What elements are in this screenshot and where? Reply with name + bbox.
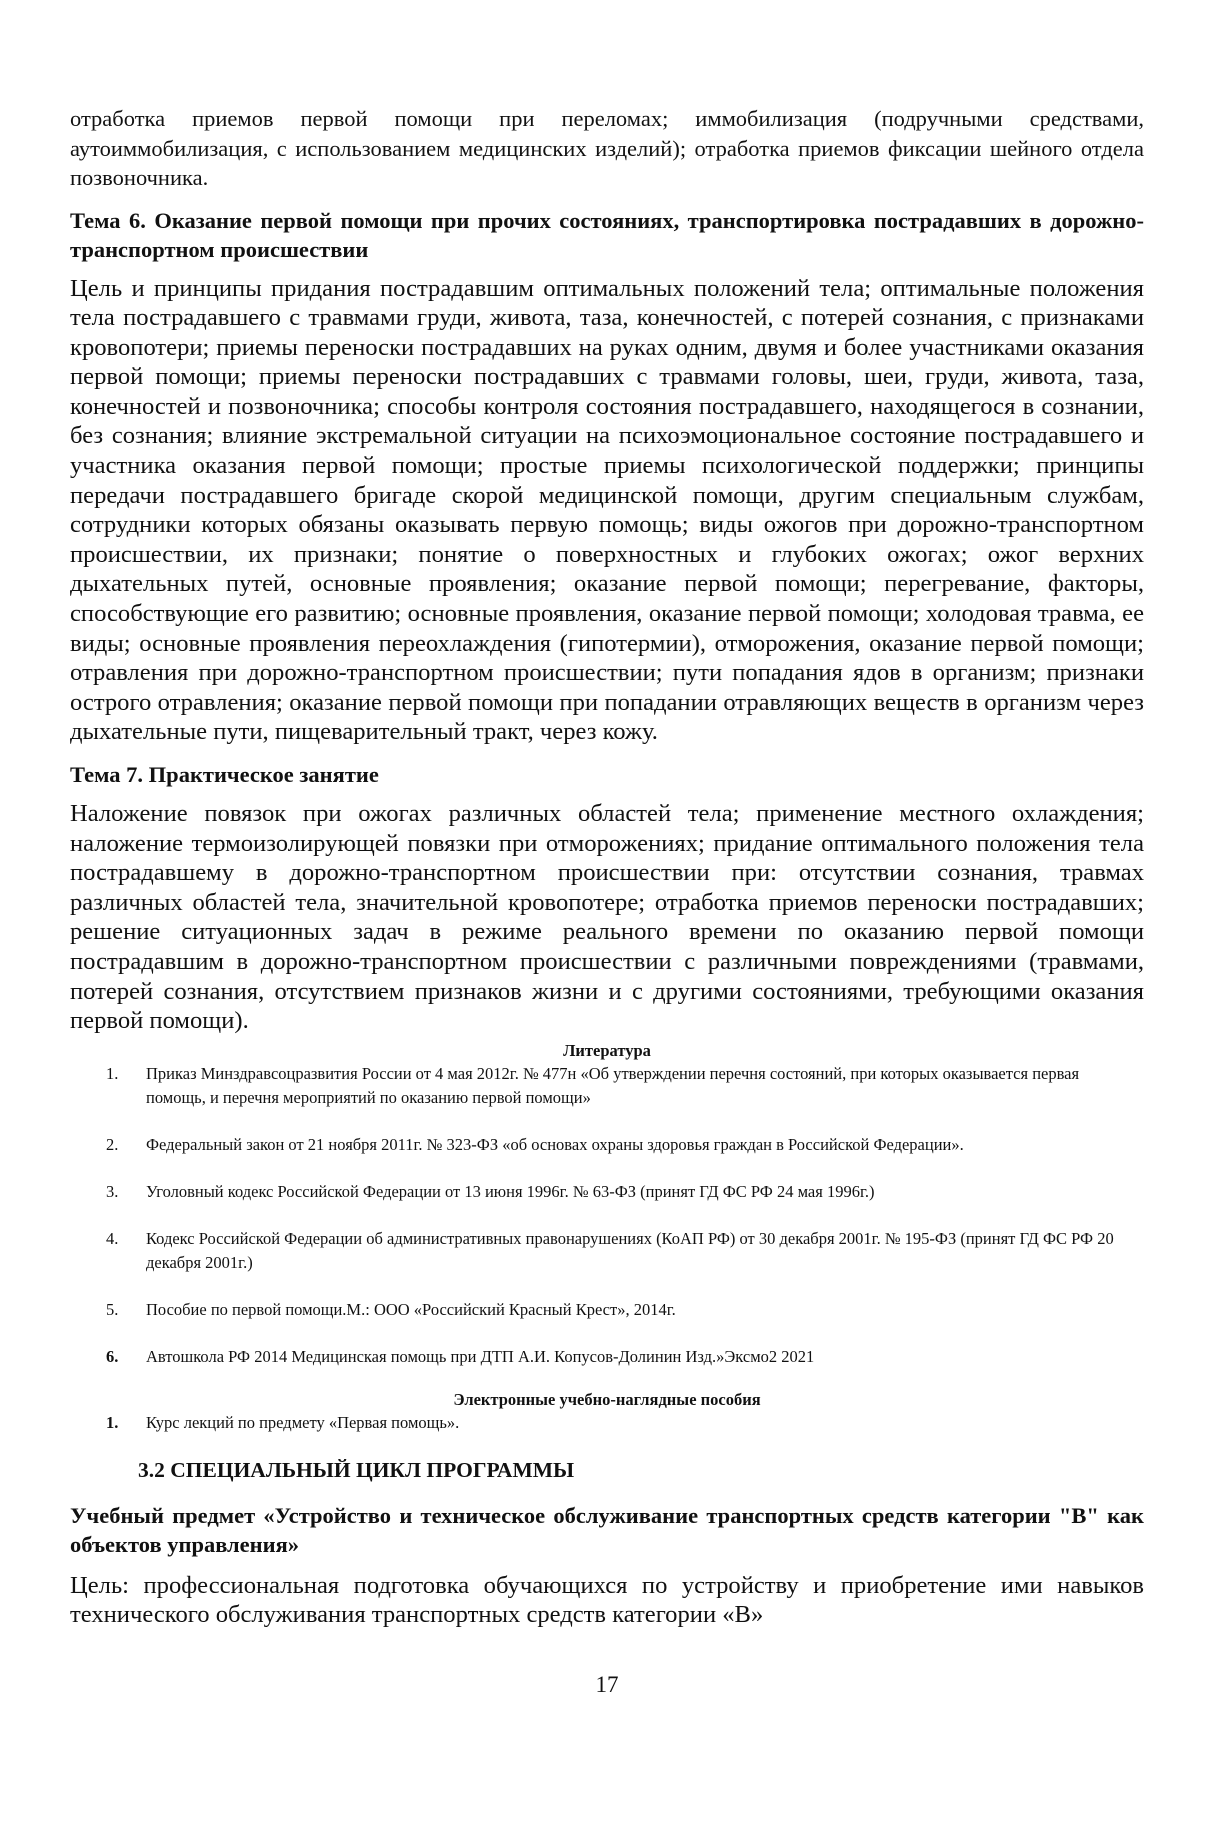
electronic-resources-list [70,1411,1144,1435]
list-item-number: 1. [106,1063,119,1083]
subject-heading: Учебный предмет «Устройство и техническое обслуживание транспортных средств категории "В" как объектов управления» [70,1502,1144,1557]
list-item-number: 5. [106,1299,119,1319]
list-item-text: Приказ Минздравсоцразвития России от 4 мая 2012г. № 477н «Об утверждении перечня состояний, при которых оказывается первая помощь, и перечня мероприятий по оказанию первой помощи» [146,1063,1080,1107]
list-item-text: Уголовный кодекс Российской Федерации от 13 июня 1996г. № 63-ФЗ (принят ГД ФС РФ 24 мая 1996г.) [146,1181,875,1201]
list-item-number: 2. [106,1134,119,1154]
topic-7-heading: Тема 7. Практическое занятие [70,762,379,787]
subject-goal: Цель: профессиональная подготовка обучающихся по устройству и приобретение ими навыков технического обслуживания транспортных средств категории «В» [70,1571,1144,1629]
list-item-text: Пособие по первой помощи.М.: ООО «Российский Красный Крест», 2014г. [146,1299,676,1319]
literature-list [70,1062,1144,1369]
list-item-number: 4. [106,1228,119,1248]
intro-paragraph: отработка приемов первой помощи при переломах; иммобилизация (подручными средствами, аутоиммобилизация, с использованием медицинских изделий); отработка приемов фиксации шейного отдела позвоночника. [70,106,1144,190]
topic-6-heading: Тема 6. Оказание первой помощи при прочих состояниях, транспортировка пострадавших в дорожно-транспортном происшествии [70,207,1144,262]
section-heading: 3.2 СПЕЦИАЛЬНЫЙ ЦИКЛ ПРОГРАММЫ [138,1457,575,1482]
list-item-text: Федеральный закон от 21 ноября 2011г. № 323-ФЗ «об основах охраны здоровья граждан в Российской Федерации». [146,1134,964,1154]
list-item [70,1227,1144,1275]
list-item [70,1345,1144,1369]
list-item [70,1298,1144,1322]
page-number: 17 [595,1672,619,1697]
list-item-text: Курс лекций по предмету «Первая помощь». [146,1412,460,1432]
list-item-text: Автошкола РФ 2014 Медицинская помощь при ДТП А.И. Копусов-Долинин Изд.»Эксмо2 2021 [146,1346,815,1366]
list-item [70,1133,1144,1157]
list-item-number: 6. [106,1346,119,1366]
list-item [70,1180,1144,1204]
list-item-text: Кодекс Российской Федерации об административных правонарушениях (КоАП РФ) от 30 декабря 2001г. № 195-ФЗ (принят ГД ФС РФ 20 декабря 2001г.) [146,1228,1114,1272]
list-item [70,1411,1144,1435]
topic-6-body: Цель и принципы придания пострадавшим оптимальных положений тела; оптимальные положения тела пострадавшего с травмами груди, живота, таза, конечностей, с потерей сознания, с признаками кровопотери; приемы переноски пострадавших на руках одним, двумя и более участниками оказания первой помощи; приемы переноски пострадавших с травмами головы, шеи, груди, живота, таза, конечностей и позвоночника; способы контроля состояния пострадавшего, находящегося в сознании, без сознания; влияние экстремальной ситуации на психоэмоциональное состояние пострадавшего и участника оказания первой помощи; простые приемы психологической поддержки; принципы передачи пострадавшего бригаде скорой медицинской помощи, другим специальным службам, сотрудники которых обязаны оказывать первую помощь; виды ожогов при дорожно-транспортном происшествии, их признаки; понятие о поверхностных и глубоких ожогах; ожог верхних дыхательных путей, основные проявления; оказание первой помощи; перегревание, факторы, способствующие его развитию; основные проявления, оказание первой помощи; холодовая травма, ее виды; основные проявления переохлаждения (гипотермии), отморожения, оказание первой помощи; отравления при дорожно-транспортном происшествии; пути попадания ядов в организм; признаки острого отравления; оказание первой помощи при попадании отравляющих веществ в организм через дыхательные пути, пищеварительный тракт, через кожу. [70,274,1144,746]
electronic-resources-heading: Электронные учебно-наглядные пособия [453,1389,761,1409]
list-item-number: 3. [106,1181,119,1201]
list-item-number: 1. [106,1412,119,1432]
literature-heading: Литература [563,1040,651,1060]
topic-7-body: Наложение повязок при ожогах различных областей тела; применение местного охлаждения; наложение термоизолирующей повязки при отморожениях; придание оптимального положения тела пострадавшему в дорожно-транспортном происшествии при: отсутствии сознания, травмах различных областей тела, значительной кровопотере; отработка приемов переноски пострадавших; решение ситуационных задач в режиме реального времени по оказанию первой помощи пострадавшим в дорожно-транспортном происшествии с различными повреждениями (травмами, потерей сознания, отсутствием признаков жизни и с другими состояниями, требующими оказания первой помощи). [70,800,1144,1035]
list-item [70,1062,1144,1110]
